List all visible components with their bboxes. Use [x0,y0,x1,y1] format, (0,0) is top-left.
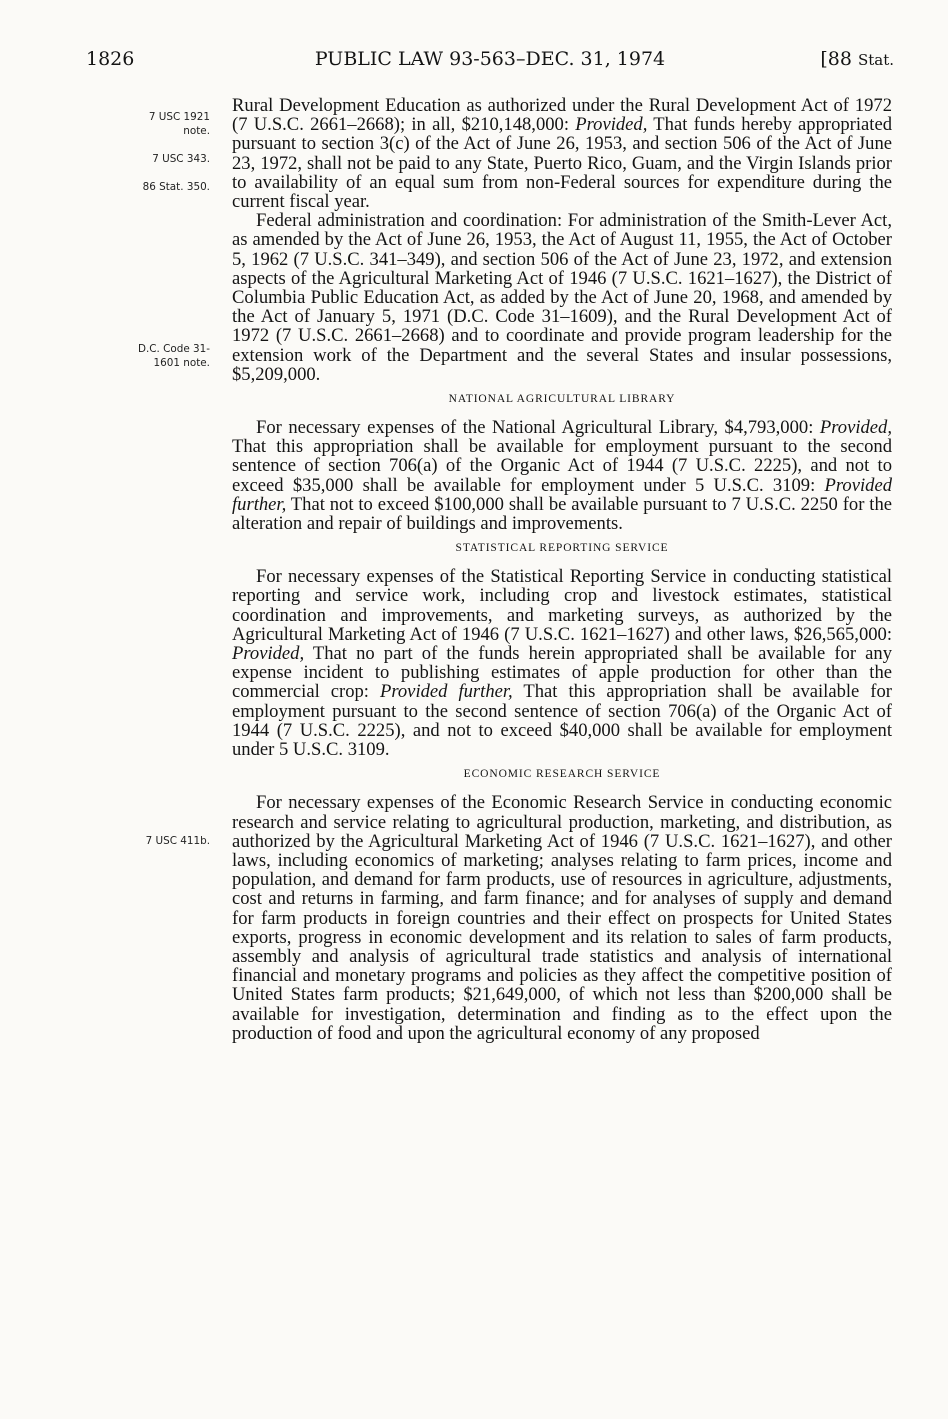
page-header [86,48,894,80]
paragraph-library: For necessary expenses of the National Agricultural Library, $4,793,000: Provided, That this appropriation shall be available for employment pursuant to the second sentence of section 706(a) of the Organic Act of 1944 (7 U.S.C. 2225), and not to exceed $35,000 shall be available for employment under 5 U.S.C. 3109: Provided further, That not to exceed $100,000 shall be available pursuant to 7 U.S.C. 2250 for the alteration and repair of buildings and improvements. [232,417,892,535]
proviso: Provided further, [232,474,892,515]
running-title: PUBLIC LAW 93-563–DEC. 31, 1974 [314,48,666,70]
statute-volume: [88 [820,48,852,70]
proviso: Provided further, [379,681,513,703]
margin-note: 7 USC 1921 note. [148,111,210,137]
paragraph-economic: For necessary expenses of the Economic Research Service in conducting economic research and service relating to agricultural production, marketing, and distribution, as authorized by the Agricultural Marketing Act of 1946 (7 U.S.C. 1621–1627), and other laws, including economics of marketing; analyses relating to farm prices, income and population, and demand for farm products, use of resources in agriculture, adjustments, cost and returns in farming, and farm finance; and for analyses of supply and demand for farm products in foreign countries and their effect on prospects for United States exports, progress in economic development and its relation to sales of farm products, assembly and analysis of agricultural trade statistics and analysis of international financial and monetary programs and policies as they affect the competitive position of United States farm products; $21,649,000, of which not less than $200,000 shall be available for investigation, determination and finding as to the effect upon the production of food and upon the agricultural economy of any proposed [232,792,892,1044]
margin-note: 86 Stat. 350. [142,181,210,193]
margin-note: 7 USC 343. [152,153,210,165]
section-heading-library: NATIONAL AGRICULTURAL LIBRARY [448,393,676,406]
paragraph-federal-administration: Federal administration and coordination: For administration of the Smith-Lever Act, as amended by the Act of June 26, 1953, the Act of August 11, 1955, the Act of October 5, 1962 (7 U.S.C. 341–349), and section 506 of the Act of June 23, 1972, and extension aspects of the Agricultural Marketing Act of 1946 (7 U.S.C. 1621–1627), the District of Columbia Public Education Act, as added by the Act of June 20, 1968, and amended by the Act of January 5, 1971 (D.C. Code 31–1609), and the Rural Development Act of 1972 (7 U.S.C. 2661–2668) and to coordinate and provide program leadership for the extension work of the Department and the several States and insular possessions, $5,209,000. [232,210,892,385]
paragraph-rural-education: Rural Development Education as authorized under the Rural Development Act of 1972 (7 U.S.C. 2661–2668); in all, $210,148,000: Provided, That funds hereby appropriated pursuant to section 3(c) of the Act of June 26, 1953, and section 506 of the Act of June 23, 1972, shall not be paid to any State, Puerto Rico, Guam, and the Virgin Islands prior to availability of an equal sum from non-Federal sources for expenditure during the current fiscal year. [232,95,892,213]
proviso: Provided, [819,417,892,439]
paragraph-statistical: For necessary expenses of the Statistical Reporting Service in conducting statistical reporting and service work, including crop and livestock estimates, statistical coordination and improvements, and marketing surveys, as authorized by the Agricultural Marketing Act of 1946 (7 U.S.C. 1621–1627) and other laws, $26,565,000: Provided, That no part of the funds herein appropriated shall be available for any expense incident to publishing estimates of apple production for other than the commercial crop: Provided further, That this appropriation shall be available for employment pursuant to the second sentence of section 706(a) of the Organic Act of 1944 (7 U.S.C. 2225), and not to exceed $40,000 shall be available for employment under 5 U.S.C. 3109. [232,566,892,761]
body-text [232,96,892,1043]
proviso: Provided, [232,643,305,665]
proviso: Provided, [575,114,648,136]
statute-label: Stat. [857,51,894,69]
section-heading-statistical: STATISTICAL REPORTING SERVICE [455,542,669,555]
margin-note: D.C. Code 31- 1601 note. [137,343,210,369]
page-number: 1826 [86,48,135,70]
statute-reference [820,48,894,70]
margin-note: 7 USC 411b. [145,835,210,847]
section-heading-economic: ECONOMIC RESEARCH SERVICE [463,768,661,781]
